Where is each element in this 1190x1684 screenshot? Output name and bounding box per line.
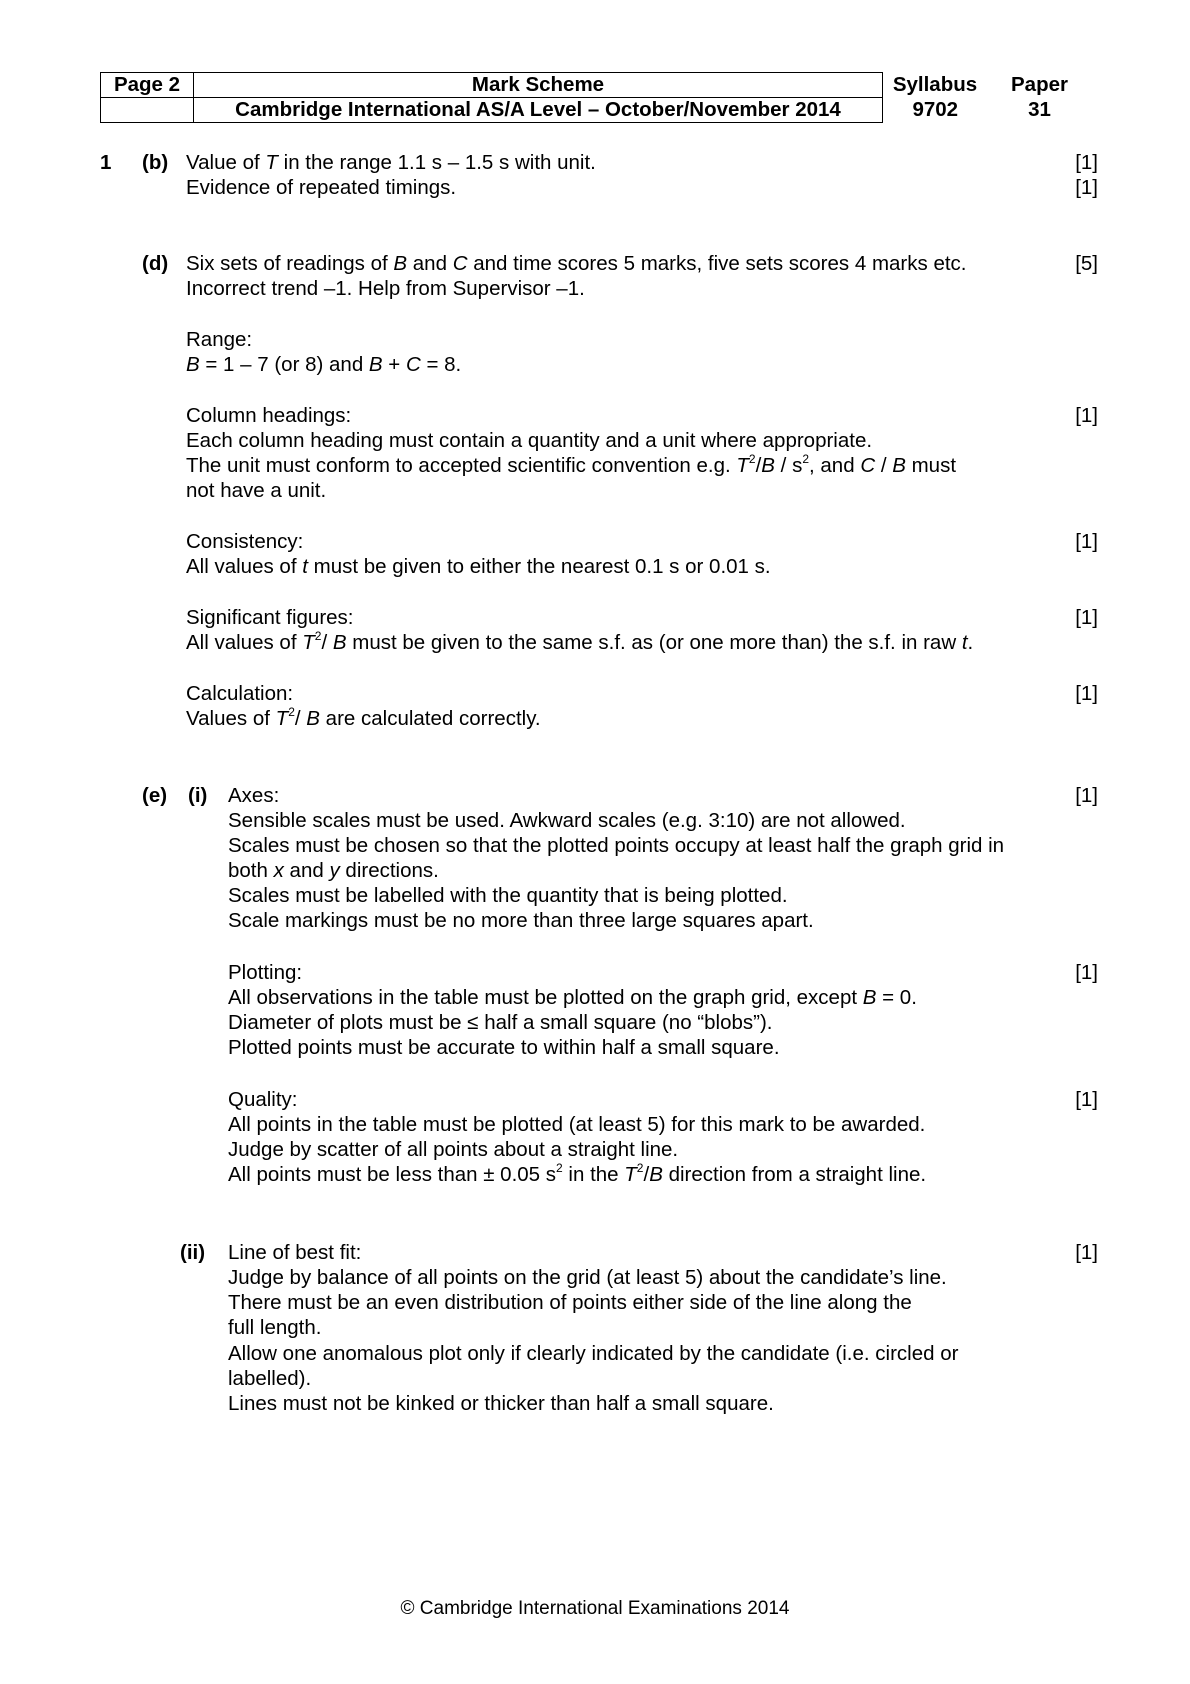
plotting-title: Plotting: bbox=[228, 961, 303, 984]
part-d-intro-1: Six sets of readings of B and C and time scores 5 marks, five sets scores 4 marks etc. bbox=[186, 252, 967, 275]
column-headings-line-3: not have a unit. bbox=[186, 479, 327, 502]
best-fit-line-4: Allow one anomalous plot only if clearly indicated by the candidate (i.e. circled or bbox=[228, 1342, 959, 1365]
best-fit-line-2: There must be an even distribution of points either side of the line along the bbox=[228, 1291, 912, 1314]
part-d-intro-2: Incorrect trend –1. Help from Supervisor –1. bbox=[186, 277, 585, 300]
part-e-ii-label: (ii) bbox=[180, 1241, 206, 1264]
range-text: B = 1 – 7 (or 8) and B + C = 8. bbox=[186, 353, 462, 376]
part-b-label: (b) bbox=[142, 151, 169, 174]
quality-mark: [1] bbox=[1075, 1088, 1098, 1111]
best-fit-line-6: Lines must not be kinked or thicker than half a small square. bbox=[228, 1392, 774, 1415]
axes-line-4: Scales must be labelled with the quantity that is being plotted. bbox=[228, 884, 788, 907]
calculation-title: Calculation: bbox=[186, 682, 294, 705]
column-headings-line-1: Each column heading must contain a quantity and a unit where appropriate. bbox=[186, 429, 873, 452]
header-table bbox=[100, 72, 1092, 123]
consistency-title: Consistency: bbox=[186, 530, 304, 553]
best-fit-line-3: full length. bbox=[228, 1316, 322, 1339]
quality-title: Quality: bbox=[228, 1088, 298, 1111]
column-headings-line-2: The unit must conform to accepted scientific convention e.g. $T^2/B / s^2$, and C / B must bbox=[186, 452, 957, 477]
column-headings-mark: [1] bbox=[1075, 404, 1098, 427]
plotting-line-2: Diameter of plots must be ≤ half a small square (no “blobs”). bbox=[228, 1011, 773, 1034]
part-b-line-1: Value of T in the range 1.1 s – 1.5 s with unit. bbox=[186, 151, 596, 174]
part-d-label: (d) bbox=[142, 252, 169, 275]
column-headings-title: Column headings: bbox=[186, 404, 352, 427]
quality-line-1: All points in the table must be plotted (at least 5) for this mark to be awarded. bbox=[228, 1113, 926, 1136]
consistency-text: All values of t must be given to either the nearest 0.1 s or 0.01 s. bbox=[186, 555, 771, 578]
page-label: Page 2 bbox=[101, 73, 194, 98]
quality-line-2: Judge by scatter of all points about a straight line. bbox=[228, 1138, 679, 1161]
syllabus-value: 9702 bbox=[912, 98, 959, 121]
plotting-line-1: All observations in the table must be plotted on the graph grid, except B = 0. bbox=[228, 986, 917, 1009]
sig-figs-title: Significant figures: bbox=[186, 606, 354, 629]
calculation-text: Values of $T^2/$ B are calculated correctly. bbox=[186, 705, 541, 730]
paper-value: 31 bbox=[1028, 98, 1051, 121]
footer-copyright: © Cambridge International Examinations 2014 bbox=[400, 1598, 790, 1619]
plotting-mark: [1] bbox=[1075, 961, 1098, 984]
sig-figs-mark: [1] bbox=[1075, 606, 1098, 629]
axes-line-5: Scale markings must be no more than three large squares apart. bbox=[228, 909, 814, 932]
axes-title: Axes: bbox=[228, 784, 280, 807]
best-fit-line-5: labelled). bbox=[228, 1367, 312, 1390]
part-b-line-2: Evidence of repeated timings. bbox=[186, 176, 457, 199]
consistency-mark: [1] bbox=[1075, 530, 1098, 553]
best-fit-mark: [1] bbox=[1075, 1241, 1098, 1264]
header-blank-cell bbox=[101, 98, 194, 123]
part-e-label: (e) bbox=[142, 784, 168, 807]
range-title: Range: bbox=[186, 328, 253, 351]
header-subtitle: Cambridge International AS/A Level – October/November 2014 bbox=[194, 98, 883, 123]
question-number: 1 bbox=[100, 151, 112, 174]
header-title: Mark Scheme bbox=[194, 73, 883, 98]
axes-line-2: Scales must be chosen so that the plotted points occupy at least half the graph grid in bbox=[228, 834, 1005, 857]
sig-figs-text: All values of $T^2/$ B must be given to the same s.f. as (or one more than) the s.f. in raw t. bbox=[186, 629, 974, 654]
paper-label: Paper bbox=[1011, 73, 1068, 96]
axes-line-1: Sensible scales must be used. Awkward scales (e.g. 3:10) are not allowed. bbox=[228, 809, 906, 832]
part-e-i-label: (i) bbox=[188, 784, 208, 807]
part-b-mark-1: [1] bbox=[1075, 151, 1098, 174]
quality-line-3: All points must be less than ± 0.05 $s^2$ in the $T^2/B$ direction from a straight line. bbox=[228, 1161, 927, 1186]
axes-line-3: both x and y directions. bbox=[228, 859, 439, 882]
syllabus-label: Syllabus bbox=[892, 73, 978, 96]
best-fit-line-1: Judge by balance of all points on the grid (at least 5) about the candidate’s line. bbox=[228, 1266, 947, 1289]
plotting-line-3: Plotted points must be accurate to within half a small square. bbox=[228, 1036, 780, 1059]
part-d-intro-mark: [5] bbox=[1075, 252, 1098, 275]
calculation-mark: [1] bbox=[1075, 682, 1098, 705]
part-b-mark-2: [1] bbox=[1075, 176, 1098, 199]
axes-mark: [1] bbox=[1075, 784, 1098, 807]
best-fit-title: Line of best fit: bbox=[228, 1241, 362, 1264]
